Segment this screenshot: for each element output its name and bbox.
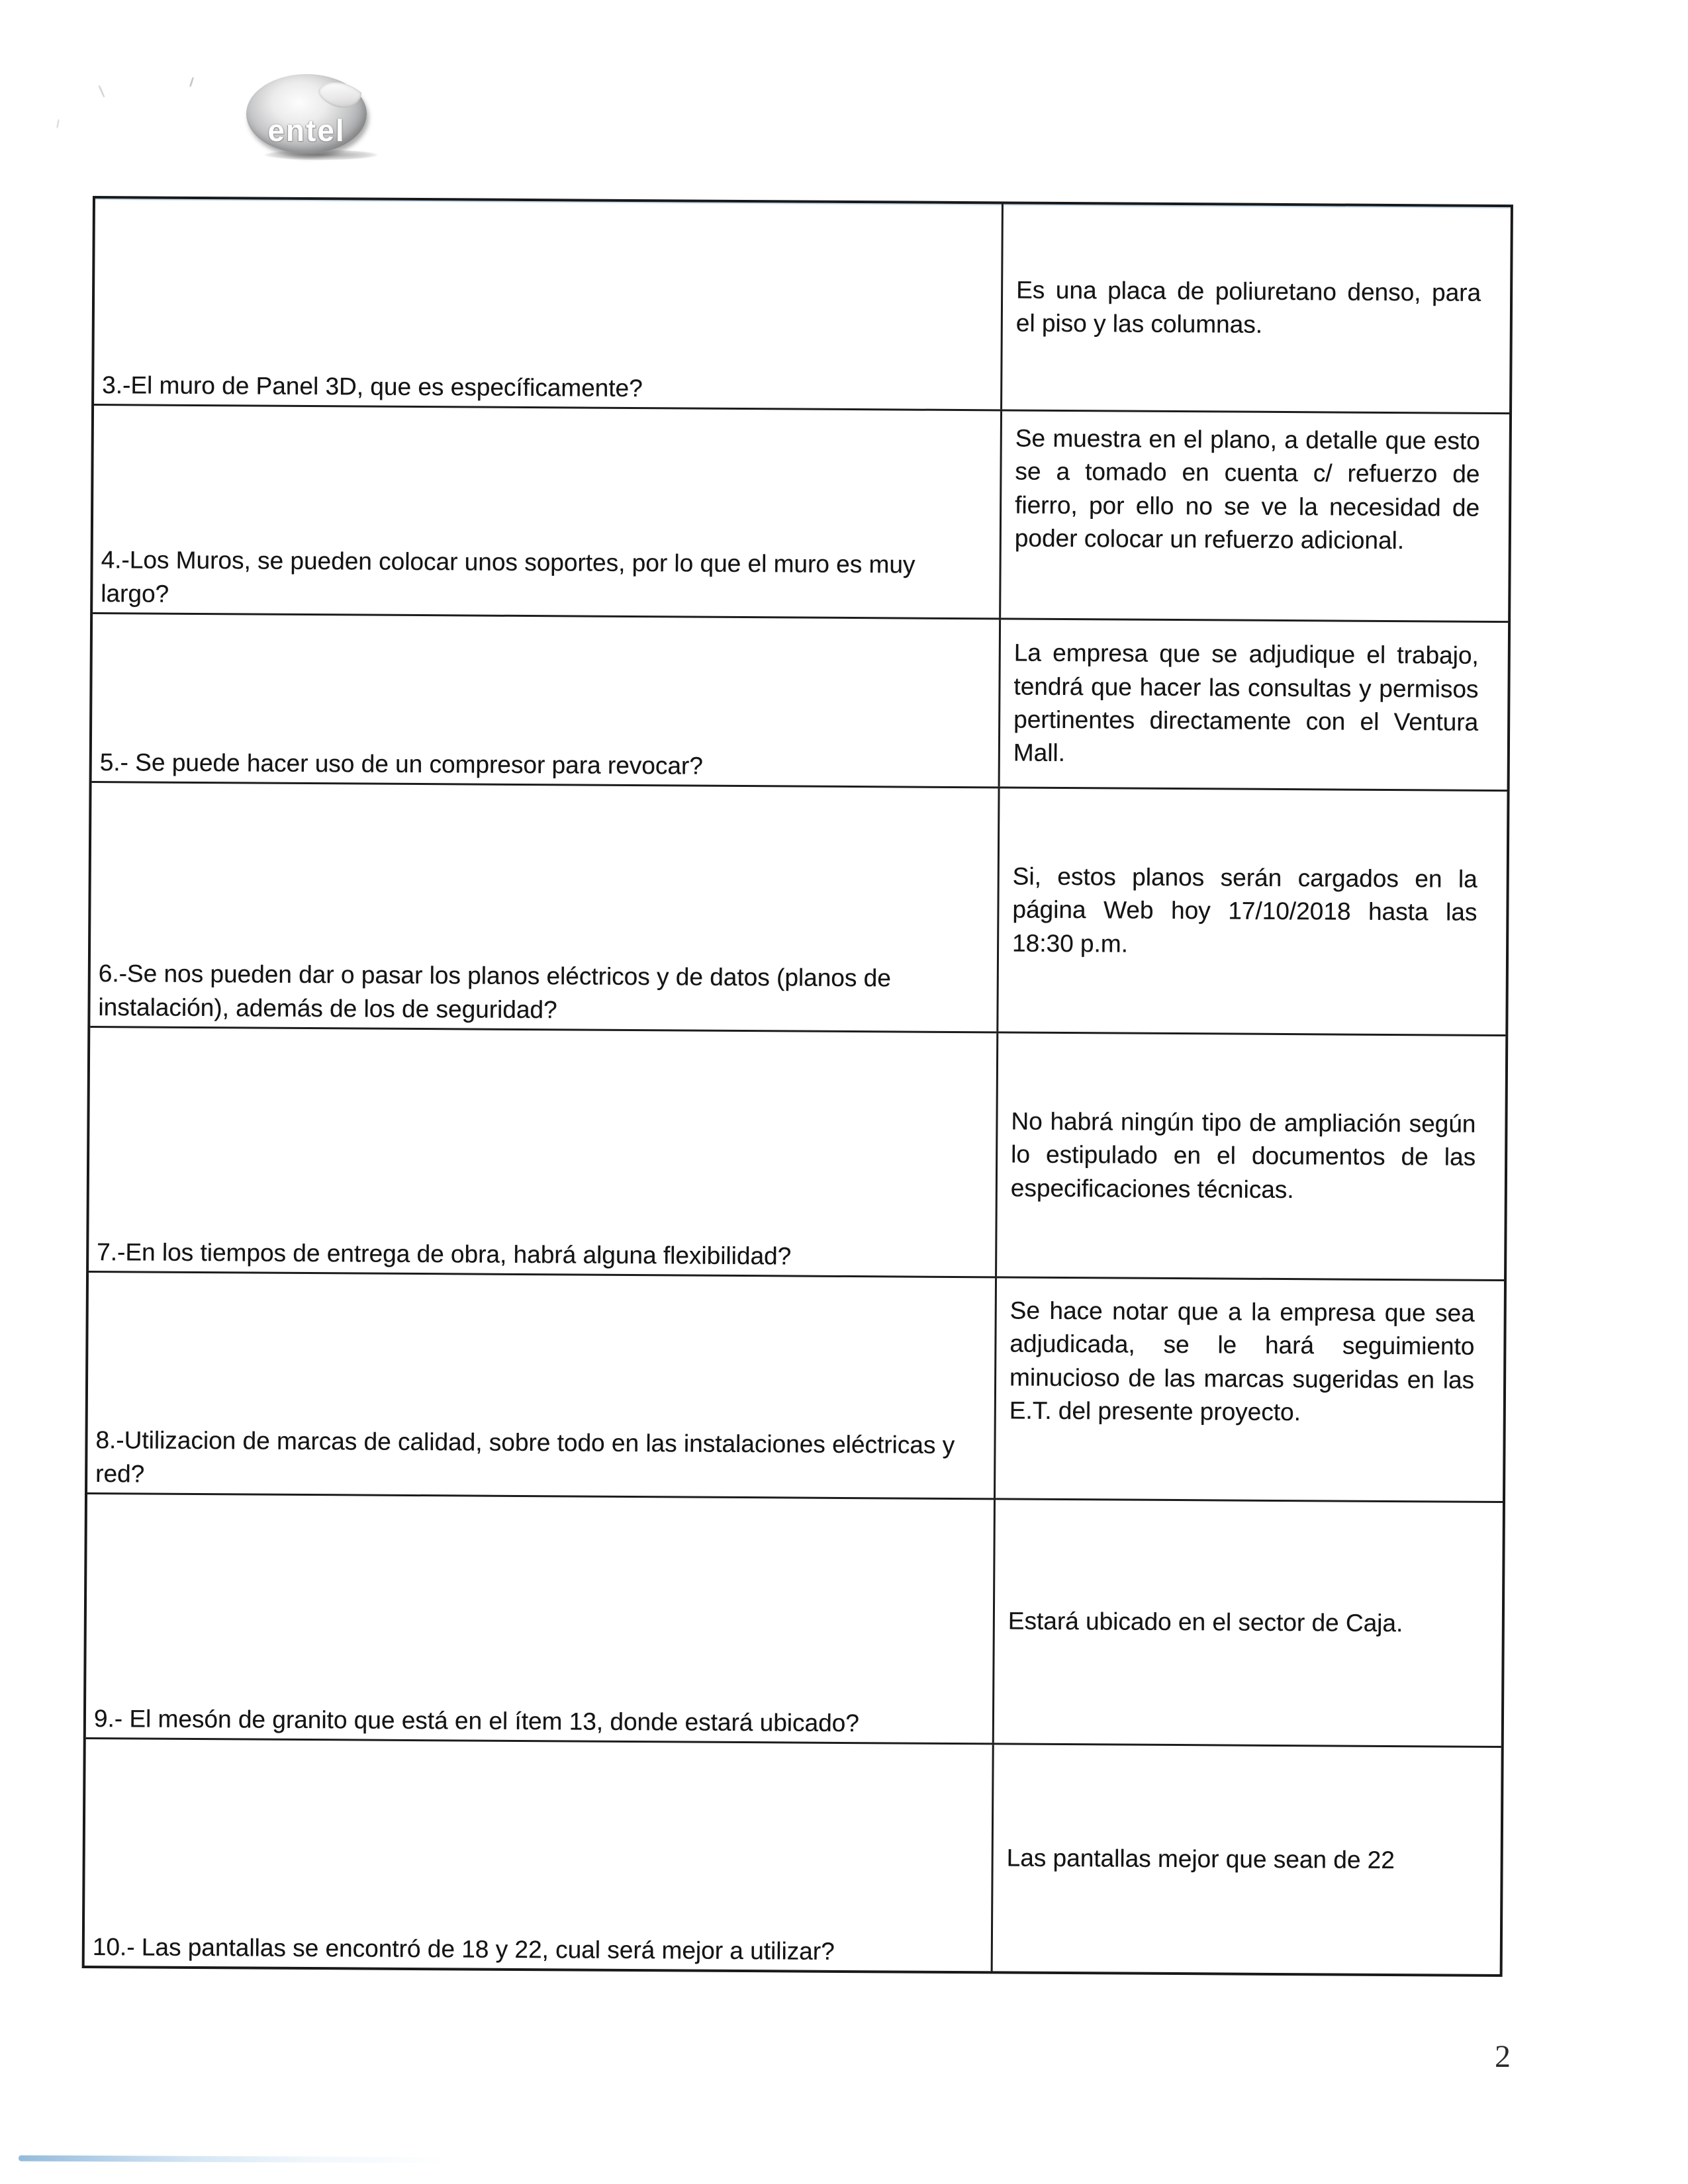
answer-text: Es una placa de poliuretano denso, para el piso y las columnas. [1015,276,1481,338]
question-cell [94,199,1004,409]
question-cell [85,1739,994,1971]
qa-table [82,196,1513,1977]
answer-cell [997,1033,1505,1279]
table-row [85,1739,1501,1974]
question-cell [93,406,1002,617]
scan-artifact [56,119,60,128]
table-row [90,783,1507,1036]
entel-logo-text: entel [267,113,346,148]
answer-cell [1001,411,1509,621]
scan-artifact [98,85,105,97]
answer-text: La empresa que se adjudique el trabajo, tendrá que hacer las consultas y permisos pertinentes directamente con el Ventura Mall. [1013,639,1479,767]
scan-artifact [189,77,195,87]
table-row [92,614,1509,792]
entel-logo [246,74,379,167]
question-text: 8.-Utilizacion de marcas de calidad, sobre todo en las instalaciones eléctricas y red? [95,1426,955,1488]
question-text: 7.-En los tiempos de entrega de obra, habrá alguna flexibilidad? [97,1238,792,1270]
table-row [86,1494,1503,1748]
table-row [94,199,1511,414]
table-row [87,1273,1504,1503]
answer-cell [996,1278,1504,1501]
answer-text: Se muestra en el plano, a detalle que esto se a tomado en cuenta c/ refuerzo de fierro, por ello no se ve la necesidad de poder colocar un refuerzo adicional. [1014,424,1480,555]
answer-text: Se hace notar que a la empresa que sea adjudicada, se le hará seguimiento minucioso de las marcas sugeridas en las E.T. del presente proyecto. [1009,1297,1475,1426]
table-row [93,406,1509,623]
question-cell [87,1273,997,1498]
question-cell [90,783,1000,1031]
scan-edge-artifact [19,2156,449,2163]
answer-text: Las pantallas mejor que sean de 22 [1006,1844,1395,1874]
table-row [89,1028,1505,1281]
question-text: 5.- Se puede hacer uso de un compresor para revocar? [99,748,704,780]
answer-cell [994,1500,1503,1746]
answer-text: Estará ubicado en el sector de Caja. [1008,1607,1403,1637]
answer-text: Si, estos planos serán cargados en la página Web hoy 17/10/2018 hasta las 18:30 p.m. [1012,862,1477,958]
page-number: 2 [1495,2039,1511,2074]
question-text: 10.- Las pantallas se encontró de 18 y 22, cual será mejor a utilizar? [92,1933,835,1965]
question-cell [86,1494,996,1743]
question-text: 6.-Se nos pueden dar o pasar los planos eléctricos y de datos (planos de instalación), además de los de seguridad? [98,960,892,1023]
question-text: 3.-El muro de Panel 3D, que es específicamente? [102,371,643,402]
question-text: 9.- El mesón de granito que está en el ítem 13, donde estará ubicado? [93,1704,860,1737]
question-cell [89,1028,998,1276]
question-text: 4.-Los Muros, se pueden colocar unos soportes, por lo que el muro es muy largo? [101,546,915,608]
answer-cell [1000,619,1509,790]
answer-cell [998,788,1507,1034]
question-cell [92,614,1002,786]
answer-text: No habrá ningún tipo de ampliación según lo estipulado en el documentos de las especificaciones técnicas. [1010,1107,1476,1203]
answer-cell [1002,204,1511,412]
answer-cell [993,1745,1501,1974]
